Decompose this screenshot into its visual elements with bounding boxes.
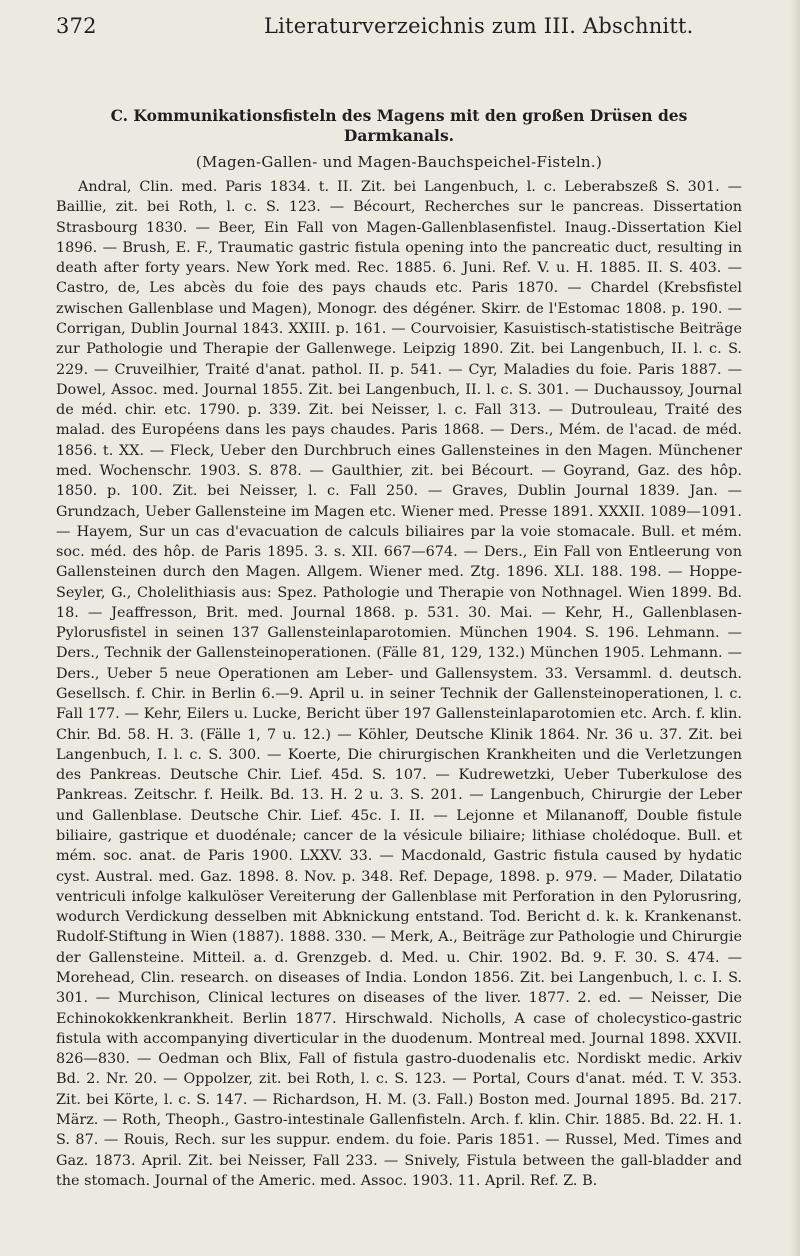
page-edge-shadow	[790, 0, 800, 1256]
page-number: 372	[56, 14, 97, 38]
section-title-line-2: Darmkanals.	[343, 126, 455, 145]
section-title	[56, 106, 742, 146]
bibliography-paragraph: Andral, Clin. med. Paris 1834. t. II. Zit. bei Langenbuch, l. c. Leberabszeß S. 301. — Baillie, zit. bei Roth, l. c. S. 123. — Bécourt, Recherches sur le pancreas. Dissertation Strasbourg 1830. — Beer, Ein Fall von Magen-Gallenblasenfistel. Inaug.-Dissertation Kiel 1896. — Brush, E. F., Traumatic gastric fistula opening into the pancreatic duct, resulting in death after forty years. New York med. Rec. 1885. 6. Juni. Ref. V. u. H. 1885. II. S. 403. — Castro, de, Les abcès du foie des pays chauds etc. Paris 1870. — Chardel (Krebsfistel zwischen Gallenblase und Magen), Monogr. des dégéner. Skirr. de l'Estomac 1808. p. 190. — Corrigan, Dublin Journal 1843. XXIII. p. 161. — Courvoisier, Kasuistisch-statistische Beiträge zur Pathologie und Therapie der Gallenwege. Leipzig 1890. Zit. bei Langenbuch, II. l. c. S. 229. — Cruveilhier, Traité d'anat. pathol. II. p. 541. — Cyr, Maladies du foie. Paris 1887. — Dowel, Assoc. med. Journal 1855. Zit. bei Langenbuch, II. l. c. S. 301. — Duchaussoy, Journal de méd. chir. etc. 1790. p. 339. Zit. bei Neisser, l. c. Fall 313. — Dutrouleau, Traité des malad. des Européens dans les pays chaudes. Paris 1868. — Ders., Mém. de l'acad. de méd. 1856. t. XX. — Fleck, Ueber den Durchbruch eines Gallensteines in den Magen. Münchener med. Wochenschr. 1903. S. 878. — Gaulthier, zit. bei Bécourt. — Goyrand, Gaz. des hôp. 1850. p. 100. Zit. bei Neisser, l. c. Fall 250. — Graves, Dublin Journal 1839. Jan. — Grundzach, Ueber Gallensteine im Magen etc. Wiener med. Presse 1891. XXXII. 1089—1091. — Hayem, Sur un cas d'evacuation de calculs biliaires par la voie stomacale. Bull. et mém. soc. méd. des hôp. de Paris 1895. 3. s. XII. 667—674. — Ders., Ein Fall von Entleerung von Gallensteinen durch den Magen. Allgem. Wiener med. Ztg. 1896. XLI. 188. 198. — Hoppe-Seyler, G., Cholelithiasis aus: Spez. Pathologie und Therapie von Nothnagel. Wien 1899. Bd. 18. — Jeaffresson, Brit. med. Journal 1868. p. 531. 30. Mai. — Kehr, H., Gallenblasen-Pylorusfistel in seinen 137 Gallensteinlaparotomien. München 1904. S. 196. Lehmann. — Ders., Technik der Gallensteinoperationen. (Fälle 81, 129, 132.) München 1905. Lehmann. — Ders., Ueber 5 neue Operationen am Leber- und Gallensystem. 33. Versamml. d. deutsch. Gesellsch. f. Chir. in Berlin 6.—9. April u. in seiner Technik der Gallensteinoperationen, l. c. Fall 177. — Kehr, Eilers u. Lucke, Bericht über 197 Gallensteinlaparotomien etc. Arch. f. klin. Chir. Bd. 58. H. 3. (Fälle 1, 7 u. 12.) — Köhler, Deutsche Klinik 1864. Nr. 36 u. 37. Zit. bei Langenbuch, I. l. c. S. 300. — Koerte, Die chirurgischen Krankheiten und die Verletzungen des Pankreas. Deutsche Chir. Lief. 45d. S. 107. — Kudrewetzki, Ueber Tuberkulose des Pankreas. Zeitschr. f. Heilk. Bd. 13. H. 2 u. 3. S. 201. — Langenbuch, Chirurgie der Leber und Gallenblase. Deutsche Chir. Lief. 45c. I. II. — Lejonne et Milananoff, Double fistule biliaire, gastrique et duodénale; cancer de la vésicule biliaire; lithiase cholédoque. Bull. et mém. soc. anat. de Paris 1900. LXXV. 33. — Macdonald, Gastric fistula caused by hydatic cyst. Austral. med. Gaz. 1898. 8. Nov. p. 348. Ref. Depage, 1898. p. 979. — Mader, Dilatatio ventriculi infolge kalkulöser Vereiterung der Gallenblase mit Perforation in den Pylorusring, wodurch Verdickung desselben mit Abknickung entstand. Tod. Bericht d. k. k. Krankenanst. Rudolf-Stiftung in Wien (1887). 1888. 330. — Merk, A., Beiträge zur Pathologie und Chirurgie der Gallensteine. Mitteil. a. d. Grenzgeb. d. Med. u. Chir. 1902. Bd. 9. F. 30. S. 474. — Morehead, Clin. research. on diseases of India. London 1856. Zit. bei Langenbuch, l. c. I. S. 301. — Murchison, Clinical lectures on diseases of the liver. 1877. 2. ed. — Neisser, Die Echinokokkenkrankheit. Berlin 1877. Hirschwald. Nicholls, A case of cholecystico-gastric fistula with accompanying diverticular in the duodenum. Montreal med. Journal 1898. XXVII. 826—830. — Oedman och Blix, Fall of fistula gastro-duodenalis etc. Nordiskt medic. Arkiv Bd. 2. Nr. 20. — Oppolzer, zit. bei Roth, l. c. S. 123. — Portal, Cours d'anat. méd. T. V. 353. Zit. bei Körte, l. c. S. 147. — Richardson, H. M. (3. Fall.) Boston med. Journal 1895. Bd. 217. März. — Roth, Theoph., Gastro-intestinale Gallenfisteln. Arch. f. klin. Chir. 1885. Bd. 22. H. 1. S. 87. — Rouis, Rech. sur les suppur. endem. du foie. Paris 1851. — Russel, Med. Times and Gaz. 1873. April. Zit. bei Neisser, Fall 233. — Snively, Fistula between the gall-bladder and the stomach. Journal of the Americ. med. Assoc. 1903. 11. April. Ref. Z. B.	[56, 179, 742, 1189]
section-title-line-1: C. Kommunikationsfisteln des Magens mit den großen Drüsen des	[110, 106, 688, 125]
running-head: Literaturverzeichnis zum III. Abschnitt.	[264, 14, 694, 38]
page-header	[56, 14, 742, 48]
section-subtitle: (Magen-Gallen- und Magen-Bauchspeichel-Fisteln.)	[195, 153, 603, 171]
